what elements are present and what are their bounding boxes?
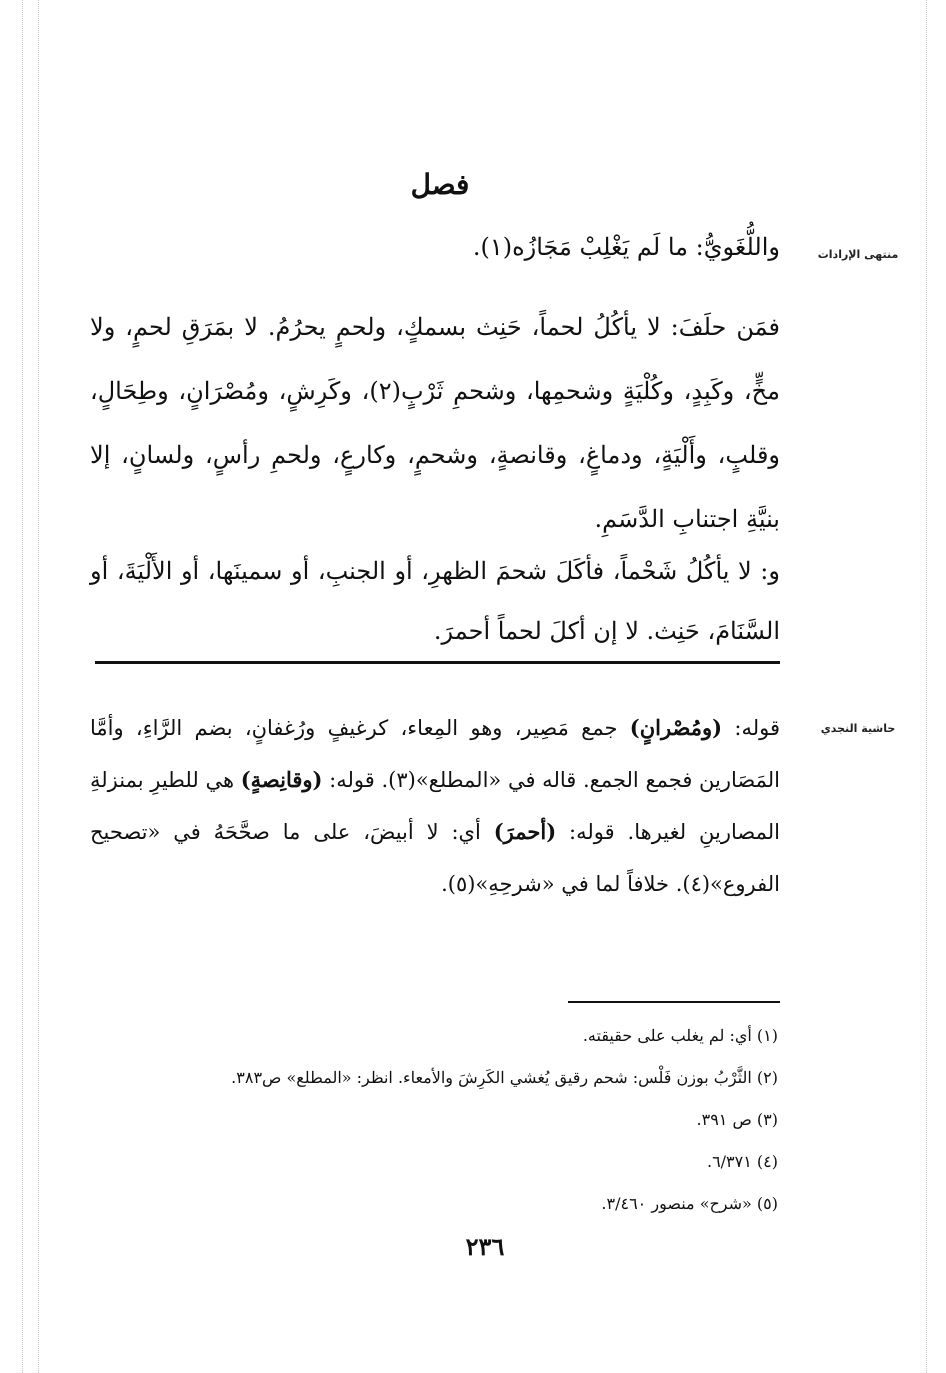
section-title: فصل bbox=[410, 168, 470, 201]
hashia-text-3: أي: لا أبيضَ، على ما صحَّحَهُ في «تصحيح الفروع»(٤). خلافاً لما في «شرحِهِ»(٥). bbox=[90, 820, 780, 896]
hashia-text-2: هي للطيرِ بمنزلةِ المصارينِ لغيرها. قوله: bbox=[90, 768, 780, 844]
matn-paragraph-2 bbox=[90, 541, 780, 661]
hashia-paragraph bbox=[90, 702, 780, 910]
footnote-4: (٤) ٦/٣٧١. bbox=[706, 1152, 778, 1171]
hashia-term-ahmar: (أحمرَ) bbox=[493, 819, 557, 844]
hashia-quote-intro: قوله: bbox=[722, 716, 781, 740]
matn-intro bbox=[90, 228, 780, 266]
matn-paragraph-1 bbox=[90, 295, 780, 551]
hashia-term-musran: (ومُصْرانٍ) bbox=[629, 715, 723, 740]
hashia-text-1: جمع مَصِير، وهو المِعاء، كرغيفٍ ورُغفانٍ، بضم الرَّاءِ، وأمَّا المَصَارين فجمع الجمع. قاله في «المطلع»(٣). قوله: bbox=[90, 716, 780, 792]
matn-intro-text: واللُّغَويُّ: ما لَم يَغْلِبْ مَجَازُه(١). bbox=[472, 233, 780, 261]
footnote-2: (٢) الثَّرْبُ بوزن فَلْس: شحم رقيق يُغشي الكَرِشَ والأمعاء. انظر: «المطلع» ص٣٨٣. bbox=[231, 1068, 778, 1087]
footnote-1: (١) أي: لم يغلب على حقيقته. bbox=[582, 1026, 778, 1045]
footnote-5: (٥) «شرح» منصور ٣/٤٦٠. bbox=[601, 1194, 778, 1213]
footnotes bbox=[150, 1015, 778, 1225]
hashia-term-qanisa: (وقانِصةٍ) bbox=[240, 767, 323, 792]
main-divider bbox=[95, 661, 780, 664]
page-number: ٢٣٦ bbox=[465, 1232, 505, 1261]
scan-edge-left bbox=[22, 0, 24, 1373]
matn-paragraph-2-text: و: لا يأكُلُ شَحْماً، فأكَلَ شحمَ الظهرِ، أو الجنبِ، أو سمينَها، أو الأَلْيَةَ، أو السَّنَامَ، حَنِث. لا إن أكلَ لحماً أحمرَ. bbox=[90, 557, 780, 645]
hashia-commentary bbox=[90, 702, 780, 910]
footnote-divider bbox=[568, 1001, 780, 1003]
side-label-hashia: حاشية النجدي bbox=[820, 722, 896, 735]
scan-edge-right bbox=[926, 0, 928, 1373]
side-label-matn: منتهى الإرادات bbox=[817, 248, 899, 261]
footnote-3: (٣) ص ٣٩١. bbox=[696, 1110, 778, 1129]
scan-edge-left-inner bbox=[38, 0, 40, 1373]
matn-paragraph-1-text: فمَن حلَفَ: لا يأكُلُ لحماً، حَنِث بسمكٍ، ولحمٍ يحرُمُ. لا بمَرَقِ لحمٍ، ولا مخٍّ، وكَبِدٍ، وكُلْيَةٍ وشحمِها، وشحمِ ثَرْبٍ(٢)، وكَرِشٍ، ومُصْرَانٍ، وطِحَالٍ، وقلبٍ، وأَلْيَةٍ، ودماغٍ، وقانصةٍ، وشحمٍ، وكارعٍ، ولحمِ رأسٍ، ولسانٍ، إلا بنيَّةِ اجتنابِ الدَّسَمِ. bbox=[90, 313, 781, 533]
